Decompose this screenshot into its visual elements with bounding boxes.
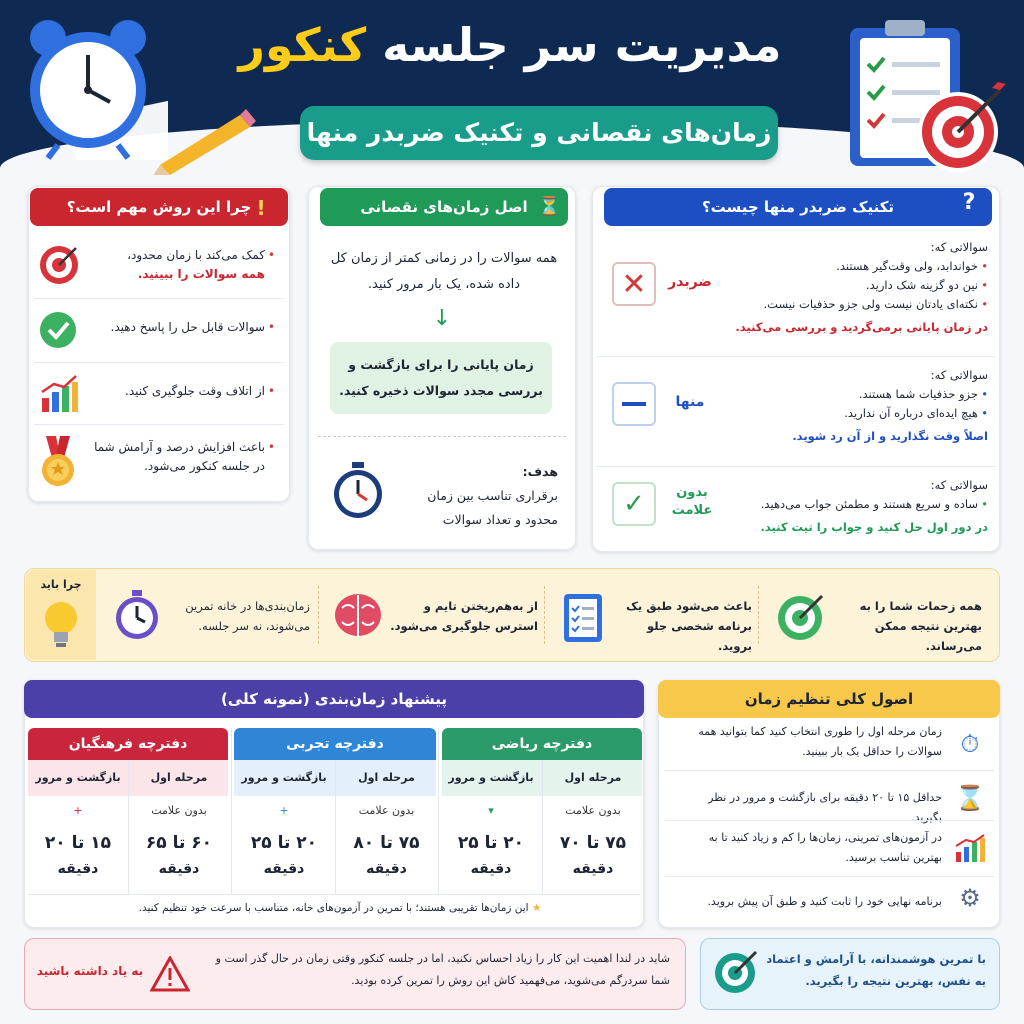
principle-card-header: اصل زمان‌های نقصانی <box>320 188 568 226</box>
closing-text: با تمرین هوشمندانه، با آرامش و اعتماد به نفس، بهترین نتیجه را بگیرید. <box>766 952 986 988</box>
science-review-value: ۲۰ تا ۲۵ دقیقه <box>250 833 318 877</box>
schedule-footnote: ★ این زمان‌ها تقریبی هستند؛ با تمرین در آزمون‌های خانه، متناسب با سرعت خود تنظیم کنید. <box>138 902 542 914</box>
technique-section-cross: سوالاتی که: • خواندابد، ولی وقت‌گیر هستند. • نین دو گزینه شک دارید. • نکته‌ای یادتان نیست ولی جزو حذفیات نیست. در زمان پایانی برمی‌گردید و بررسی می‌کنید. <box>730 238 988 337</box>
divider <box>34 362 284 363</box>
divider <box>318 586 319 644</box>
why-item-1: • کمک می‌کند با زمان محدود، همه سوالات را ببینید. <box>90 246 275 296</box>
technique-section-none: سوالاتی که: • ساده و سریع هستند و مطمئن جواب می‌دهید. در دور اول حل کنید و جواب را تیت کنید. <box>730 476 988 537</box>
divider <box>664 770 994 771</box>
pencil-icon <box>150 105 260 175</box>
rule-item-3: در آزمون‌های تمرینی، زمان‌ها را کم و زیاد کنید تا به بهترین تناسب برسید. <box>708 831 942 864</box>
reminder-label: به یاد داشته باشید <box>36 964 144 978</box>
benefit-item-2: باعث می‌شود طبق یک برنامه شخصی جلو بروید. <box>626 599 752 653</box>
schedule-header: پیشنهاد زمان‌بندی (نمونه کلی) <box>24 680 644 718</box>
lightbulb-icon <box>40 596 82 652</box>
technique-section-minus: سوالاتی که: • جزو حذفیات شما هستند. • هیچ ایده‌ای درباره آن ندارید. اصلاً وقت نگذارید و از آن رد شوید. <box>730 366 988 446</box>
math-first-sub: بدون علامت <box>565 804 621 817</box>
warning-icon <box>150 956 190 992</box>
divider <box>318 436 566 437</box>
technique-label-none: بدون علامت <box>671 485 713 518</box>
checklist-clipboard-icon <box>840 14 1010 179</box>
teacher-first-label: مرحله اول <box>150 771 208 784</box>
science-review-marker: + <box>279 804 289 817</box>
subtitle-banner: زمان‌های نقصانی و تکنیک ضربدر منها <box>300 106 778 160</box>
math-review-marker: ▾ <box>488 804 494 817</box>
clipboard-icon <box>560 588 606 644</box>
group-header-teacher: دفترچه فرهنگیان <box>28 728 228 760</box>
stopwatch-icon: ⏱ <box>960 730 980 758</box>
benefits-label: چرا باید <box>40 578 82 591</box>
math-review-label: بازگشت و مرور <box>448 771 534 784</box>
medal-icon <box>38 436 78 488</box>
science-first-value: ۷۵ تا ۸۰ دقیقه <box>353 833 420 877</box>
divider <box>128 760 129 894</box>
rule-item-1: زمان مرحله اول را طوری انتخاب کنید کما بتوانید همه سوالات را حداقل یک بار ببینید. <box>698 725 942 758</box>
why-card-header: چرا این روش مهم است؟ <box>30 188 288 226</box>
rule-item-4: برنامه نهایی خود را ثابت کنید و طبق آن پیش بروید. <box>707 895 942 908</box>
science-first-sub: بدون علامت <box>358 804 415 817</box>
chart-icon <box>38 374 80 414</box>
target-icon <box>774 592 826 644</box>
math-review-value: ۲۰ تا ۲۵ دقیقه <box>457 833 525 877</box>
question-icon: ? <box>962 190 976 215</box>
divider <box>28 894 640 895</box>
hourglass-icon: ⌛ <box>955 784 985 812</box>
science-review-label: بازگشت و مرور <box>241 771 327 784</box>
technique-card-header: تکنیک ضربدر منها چیست؟ <box>604 188 992 226</box>
divider <box>34 298 284 299</box>
benefit-item-1: همه زحمات شما را به بهترین نتیجه ممکن می‌رساند. <box>859 599 982 653</box>
why-item-2: • سوالات قابل حل را پاسخ دهید. <box>90 318 275 337</box>
divider <box>664 820 994 821</box>
alarm-clock-icon <box>18 10 168 160</box>
divider <box>596 466 996 467</box>
arrow-down-icon: ↓ <box>432 306 452 331</box>
divider <box>231 728 232 894</box>
teacher-review-marker: + <box>73 804 83 817</box>
brain-icon <box>332 590 384 640</box>
group-header-math: دفترچه ریاضی <box>442 728 642 760</box>
rules-header: اصول کلی تنظیم زمان <box>658 680 1000 718</box>
divider <box>544 586 545 644</box>
principle-goal: هدف: برقراری تناسب بین زمان محدود و تعداد سوالات <box>427 464 558 527</box>
rule-item-2: حداقل ۱۵ تا ۲۰ دقیقه برای بازگشت و مرور در نظر بگیرید. <box>708 791 942 824</box>
divider <box>438 728 439 894</box>
stopwatch-icon <box>330 460 386 520</box>
math-first-value: ۷۵ تا ۷۰ دقیقه <box>559 833 627 877</box>
chart-icon <box>954 834 986 864</box>
principle-box: زمان پایانی را برای بازگشت و بررسی مجدد سوالات ذخیره کنید. <box>330 342 552 414</box>
divider <box>664 876 994 877</box>
target-icon <box>38 244 80 286</box>
hourglass-icon: ⏳ <box>538 196 561 217</box>
star-icon: ★ <box>531 902 542 914</box>
x-mark-icon: ✕ <box>612 262 656 306</box>
why-item-3: • از اتلاف وقت جلوگیری کنید. <box>90 382 275 401</box>
target-icon <box>712 950 758 996</box>
stopwatch-icon <box>112 588 162 642</box>
benefit-item-3: از به‌هم‌ریختن تایم و استرس جلوگیری می‌شود. <box>390 599 538 633</box>
technique-label-minus: منها <box>675 394 705 410</box>
principle-text: همه سوالات را در زمانی کمتر از زمان کل داده شده، یک بار مرور کنید. <box>330 251 558 292</box>
divider <box>596 356 996 357</box>
teacher-first-sub: بدون علامت <box>151 804 207 817</box>
divider <box>335 760 336 894</box>
teacher-review-label: بازگشت و مرور <box>35 771 121 784</box>
minus-mark-icon <box>612 382 656 426</box>
check-mark-icon: ✓ <box>612 482 656 526</box>
page-title: مدیریت سر جلسه کنکور <box>238 18 782 72</box>
divider <box>758 586 759 644</box>
math-first-label: مرحله اول <box>564 771 622 784</box>
technique-label-cross: ضربدر <box>668 274 712 290</box>
reminder-text: شاید در لندا اهمیت این کار را زیاد احساس نکنید، اما در جلسه کنکور وقتی زمان در حال گذر است و شما سردرگم می‌شوید، می‌فهمید کاش این روش را تمرین کرده بودید. <box>215 952 670 987</box>
benefit-item-4: زمان‌بندی‌ها در خانه تمرین می‌شوند، نه سر جلسه. <box>185 599 310 633</box>
teacher-first-value: ۶۰ تا ۶۵ دقیقه <box>145 833 213 877</box>
gear-icon: ⚙ <box>959 884 981 912</box>
teacher-review-value: ۱۵ تا ۲۰ دقیقه <box>44 833 112 877</box>
group-header-science: دفترچه تجربی <box>234 728 436 760</box>
science-first-label: مرحله اول <box>358 771 415 784</box>
check-icon <box>38 310 78 350</box>
divider <box>34 424 284 425</box>
why-item-4: • باعث افزایش درصد و آرامش شما در جلسه کنکور می‌شود. <box>90 438 275 476</box>
divider <box>542 760 543 894</box>
exclamation-icon: ! <box>256 196 266 220</box>
